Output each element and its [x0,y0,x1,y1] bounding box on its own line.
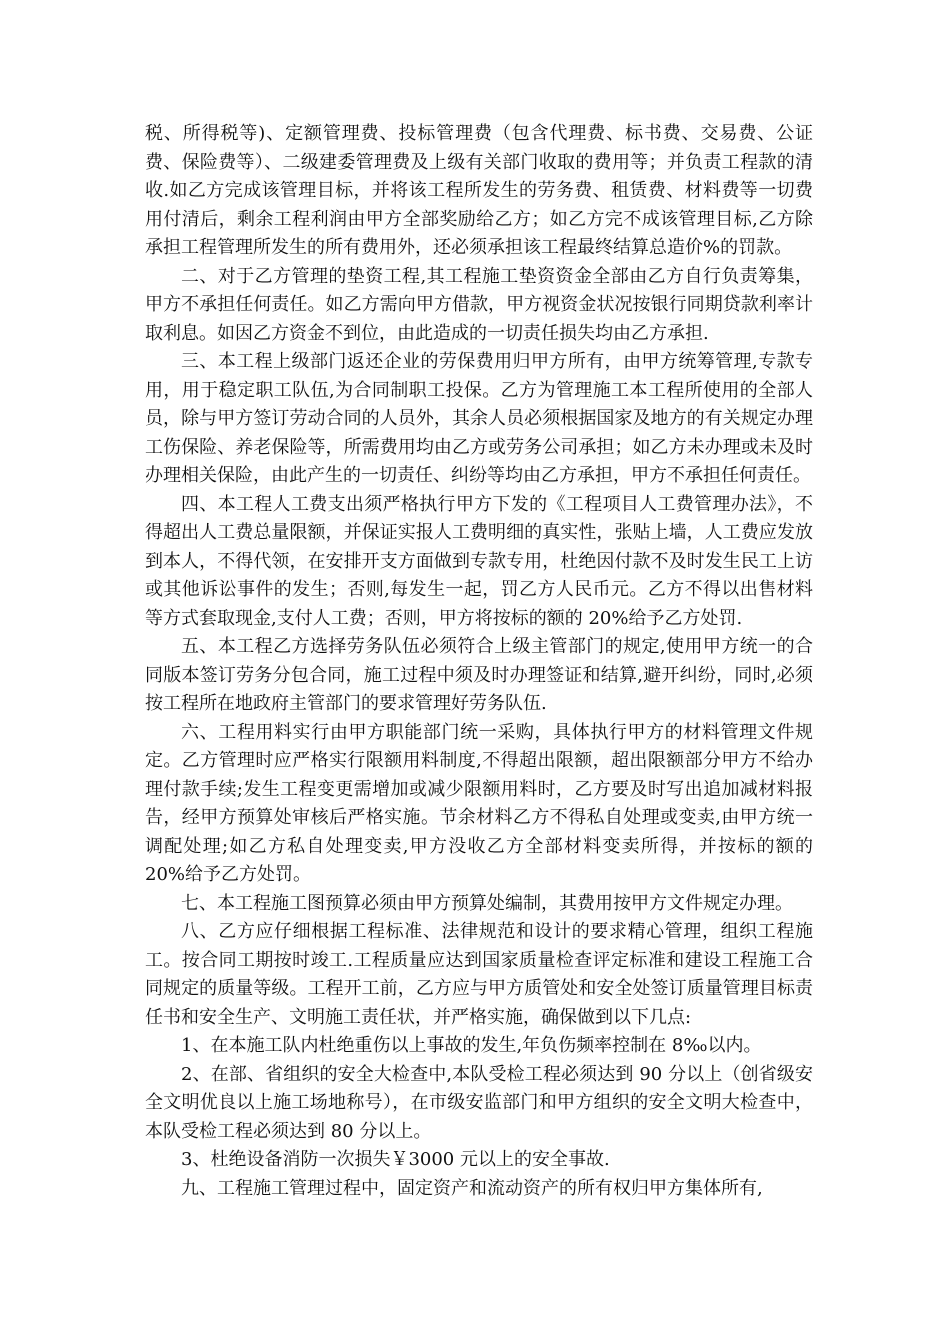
paragraph-clause-9: 九、工程施工管理过程中，固定资产和流动资产的所有权归甲方集体所有, [181,1177,763,1199]
list-item-safety-2: 2、在部、省组织的安全大检查中,本队受检工程必须达到 90 分以上（创省级安全文明优良以上施工场地称号），在市级安监部门和甲方组织的安全文明大检查中，本队受检工程必须达到 80 分以上。 [145,1063,813,1142]
paragraph-continued-fees: 税、所得税等)、定额管理费、投标管理费（包含代理费、标书费、交易费、公证费、保险费等）、二级建委管理费及上级有关部门收取的费用等；并负责工程款的清收.如乙方完成该管理目标，并将该工程所发生的劳务费、租赁费、材料费等一切费用付清后，剩余工程利润由甲方全部奖励给乙方；如乙方完不成该管理目标,乙方除承担工程管理所发生的所有费用外，还必须承担该工程最终结算总造价%的罚款。 [145,123,813,258]
list-item-safety-3: 3、杜绝设备消防一次损失￥3000 元以上的安全事故. [181,1149,610,1170]
paragraph-clause-7: 七、本工程施工图预算必须由甲方预算处编制，其费用按甲方文件规定办理。 [181,892,793,914]
paragraph-clause-4: 四、本工程人工费支出须严格执行甲方下发的《工程项目人工费管理办法》，不得超出人工费总量限额，并保证实报人工费明细的真实性，张贴上墙，人工费应发放到本人，不得代领，在安排开支方面做到专款专用，杜绝因付款不及时发生民工上访或其他诉讼事件的发生；否则,每发生一起，罚乙方人民币元。乙方不得以出售材料等方式套取现金,支付人工费；否则，甲方将按标的额的 20%给予乙方处罚. [145,493,813,629]
list-item-safety-1: 1、在本施工队内杜绝重伤以上事故的发生,年负伤频率控制在 8‰以内。 [181,1035,762,1056]
paragraph-clause-6: 六、工程用料实行由甲方职能部门统一采购，具体执行甲方的材料管理文件规定。乙方管理时应严格实行限额用料制度,不得超出限额，超出限额部分甲方不给办理付款手续;发生工程变更需增加或减少限额用料时，乙方要及时写出追加减材料报告，经甲方预算处审核后严格实施。节余材料乙方不得私自处理或变卖,由甲方统一调配处理;如乙方私自处理变卖,甲方没收乙方全部材料变卖所得，并按标的额的 20%给予乙方处罚。 [145,721,813,885]
document-page [145,120,813,1203]
paragraph-clause-5: 五、本工程乙方选择劳务队伍必须符合上级主管部门的规定,使用甲方统一的合同版本签订劳务分包合同，施工过程中须及时办理签证和结算,避开纠纷，同时,必须按工程所在地政府主管部门的要求管理好劳务队伍. [145,636,813,714]
paragraph-clause-3: 三、本工程上级部门返还企业的劳保费用归甲方所有，由甲方统筹管理,专款专用，用于稳定职工队伍,为合同制职工投保。乙方为管理施工本工程所使用的全部人员，除与甲方签订劳动合同的人员外，其余人员必须根据国家及地方的有关规定办理工伤保险、养老保险等，所需费用均由乙方或劳务公司承担；如乙方未办理或未及时办理相关保险，由此产生的一切责任、纠纷等均由乙方承担，甲方不承担任何责任。 [145,351,813,486]
paragraph-clause-2: 二、对于乙方管理的垫资工程,其工程施工垫资资金全部由乙方自行负责筹集，甲方不承担任何责任。如乙方需向甲方借款，甲方视资金状况按银行同期贷款利率计取利息。如因乙方资金不到位，由此造成的一切责任损失均由乙方承担. [145,265,813,344]
paragraph-clause-8: 八、乙方应仔细根据工程标准、法律规范和设计的要求精心管理，组织工程施工。按合同工期按时竣工.工程质量应达到国家质量检查评定标准和建设工程施工合同规定的质量等级。工程开工前，乙方应与甲方质管处和安全处签订质量管理目标责任书和安全生产、文明施工责任状，并严格实施，确保做到以下几点: [145,921,813,1028]
